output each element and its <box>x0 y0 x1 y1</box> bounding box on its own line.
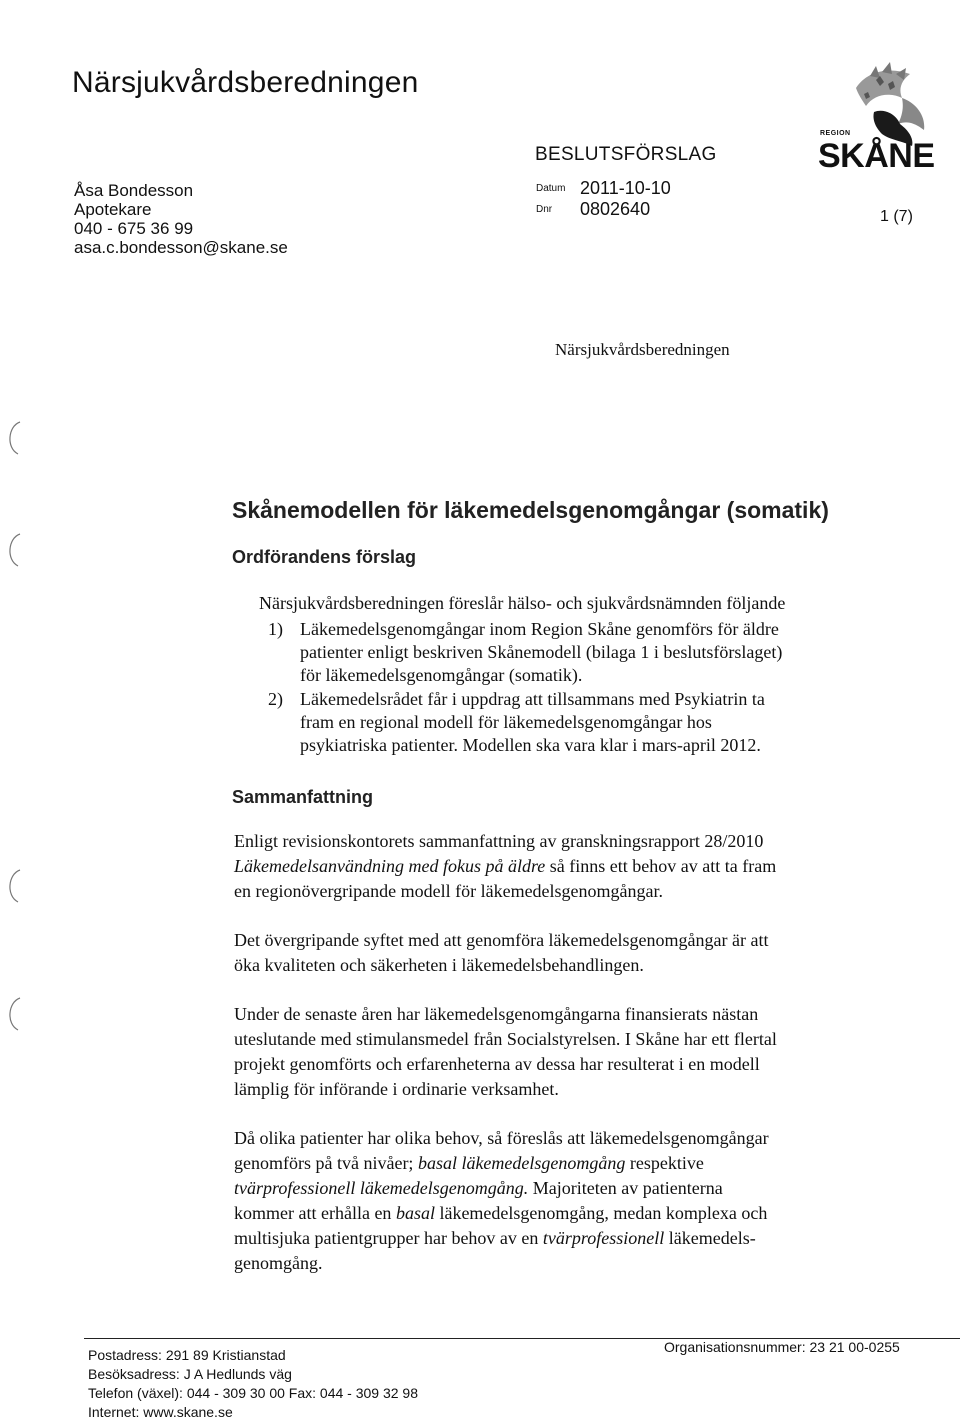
text-line <box>234 1201 884 1226</box>
contact-block <box>74 181 288 257</box>
proposal-heading: Ordförandens förslag <box>232 547 417 567</box>
logo-brand-text: SKÅNE <box>818 137 935 175</box>
proposal-item-text <box>300 688 870 757</box>
text-line: Under de senaste åren har läkemedelsgenomgångarna finansierats nästan <box>234 1004 759 1024</box>
summary-paragraph <box>234 928 884 978</box>
italic-text: Läkemedelsanvändning med fokus på äldre <box>234 856 546 876</box>
italic-text: tvärprofessionell läkemedelsgenomgång. <box>234 1178 529 1198</box>
italic-text: basal läkemedelsgenomgång <box>417 1153 626 1173</box>
summary-paragraph <box>234 1126 884 1276</box>
italic-text: tvärprofessionell <box>542 1228 665 1248</box>
text-line: Enligt revisionskontorets sammanfattning av granskningsrapport 28/2010 <box>234 831 764 851</box>
organization-title: Närsjukvårdsberedningen <box>72 66 419 99</box>
text-line <box>234 1176 884 1201</box>
dnr-row <box>536 199 650 220</box>
text-line <box>234 854 884 879</box>
text-span: läkemedels- <box>664 1228 756 1248</box>
page-number: 1 (7) <box>880 208 913 225</box>
text-span: kommer att erhålla en <box>234 1203 396 1223</box>
proposal-intro: Närsjukvårdsberedningen föreslår hälso- och sjukvårdsnämnden följande <box>259 593 786 613</box>
date-value: 2011-10-10 <box>580 178 671 199</box>
summary-paragraph <box>234 829 884 904</box>
footer-website[interactable]: Internet: www.skane.se <box>88 1404 233 1420</box>
punch-mark-icon <box>0 420 22 456</box>
text-line: Läkemedelsrådet får i uppdrag att tillsammans med Psykiatrin ta <box>300 689 765 709</box>
contact-name: Åsa Bondesson <box>74 181 194 200</box>
text-line: Läkemedelsgenomgångar inom Region Skåne genomförs för äldre <box>300 619 779 639</box>
text-line: öka kvaliteten och säkerheten i läkemedelsbehandlingen. <box>234 955 644 975</box>
text-span: så finns ett behov av att ta fram <box>545 856 777 876</box>
footer-address-block <box>88 1346 418 1422</box>
date-label: Datum <box>536 183 566 195</box>
footer-org-number: Organisationsnummer: 23 21 00-0255 <box>664 1339 900 1355</box>
punch-mark-icon <box>0 996 22 1032</box>
document-type: BESLUTSFÖRSLAG <box>535 144 717 165</box>
dnr-value: 0802640 <box>580 199 651 220</box>
proposal-item-number: 2) <box>268 689 283 709</box>
text-line: projekt genomförts och erfarenheterna av dessa har resulterat i en modell <box>234 1054 760 1074</box>
text-line <box>234 1226 884 1251</box>
footer-postal-address: Postadress: 291 89 Kristianstad <box>88 1347 286 1363</box>
summary-heading: Sammanfattning <box>232 787 374 807</box>
text-line: en regionövergripande modell för läkemedelsgenomgångar. <box>234 881 664 901</box>
text-span: läkemedelsgenomgång, medan komplexa och <box>434 1203 768 1223</box>
contact-phone: 040 - 675 36 99 <box>74 219 194 238</box>
text-line: fram en regional modell för läkemedelsgenomgångar hos <box>300 712 712 732</box>
punch-mark-icon <box>0 868 22 904</box>
text-line: Då olika patienter har olika behov, så föreslås att läkemedelsgenomgångar <box>234 1128 769 1148</box>
proposal-item-number: 1) <box>268 619 283 639</box>
punch-mark-icon <box>0 532 22 568</box>
committee-name: Närsjukvårdsberedningen <box>555 340 730 359</box>
summary-paragraph <box>234 1002 884 1102</box>
text-line: uteslutande med stimulansmedel från Socialstyrelsen. I Skåne har ett flertal <box>234 1029 777 1049</box>
date-row <box>536 178 671 199</box>
text-line: psykiatriska patienter. Modellen ska vara klar i mars-april 2012. <box>300 735 761 755</box>
text-span: multisjuka patientgrupper har behov av en <box>234 1228 543 1248</box>
text-span: respektive <box>625 1153 704 1173</box>
text-line: lämplig för införande i ordinarie verksamhet. <box>234 1079 559 1099</box>
italic-text: basal <box>395 1203 435 1223</box>
text-line: för läkemedelsgenomgångar (somatik). <box>300 665 583 685</box>
text-span: genomförs på två nivåer; <box>234 1153 418 1173</box>
text-line: Det övergripande syftet med att genomföra läkemedelsgenomgångar är att <box>234 930 769 950</box>
text-line: genomgång. <box>234 1253 323 1273</box>
contact-email[interactable]: asa.c.bondesson@skane.se <box>74 238 288 257</box>
footer-phone-fax: Telefon (växel): 044 - 309 30 00 Fax: 044 - 309 32 98 <box>88 1385 418 1401</box>
text-span: Majoriteten av patienterna <box>528 1178 723 1198</box>
footer-visiting-address: Besöksadress: J A Hedlunds väg <box>88 1366 292 1382</box>
document-heading: Skånemodellen för läkemedelsgenomgångar (somatik) <box>232 497 829 523</box>
text-line <box>234 1151 884 1176</box>
proposal-item-text <box>300 618 870 687</box>
dnr-label: Dnr <box>536 204 553 216</box>
logo-region-text: REGION <box>820 130 851 137</box>
contact-title: Apotekare <box>74 200 152 219</box>
text-line: patienter enligt beskriven Skånemodell (bilaga 1 i beslutsförslaget) <box>300 642 783 662</box>
